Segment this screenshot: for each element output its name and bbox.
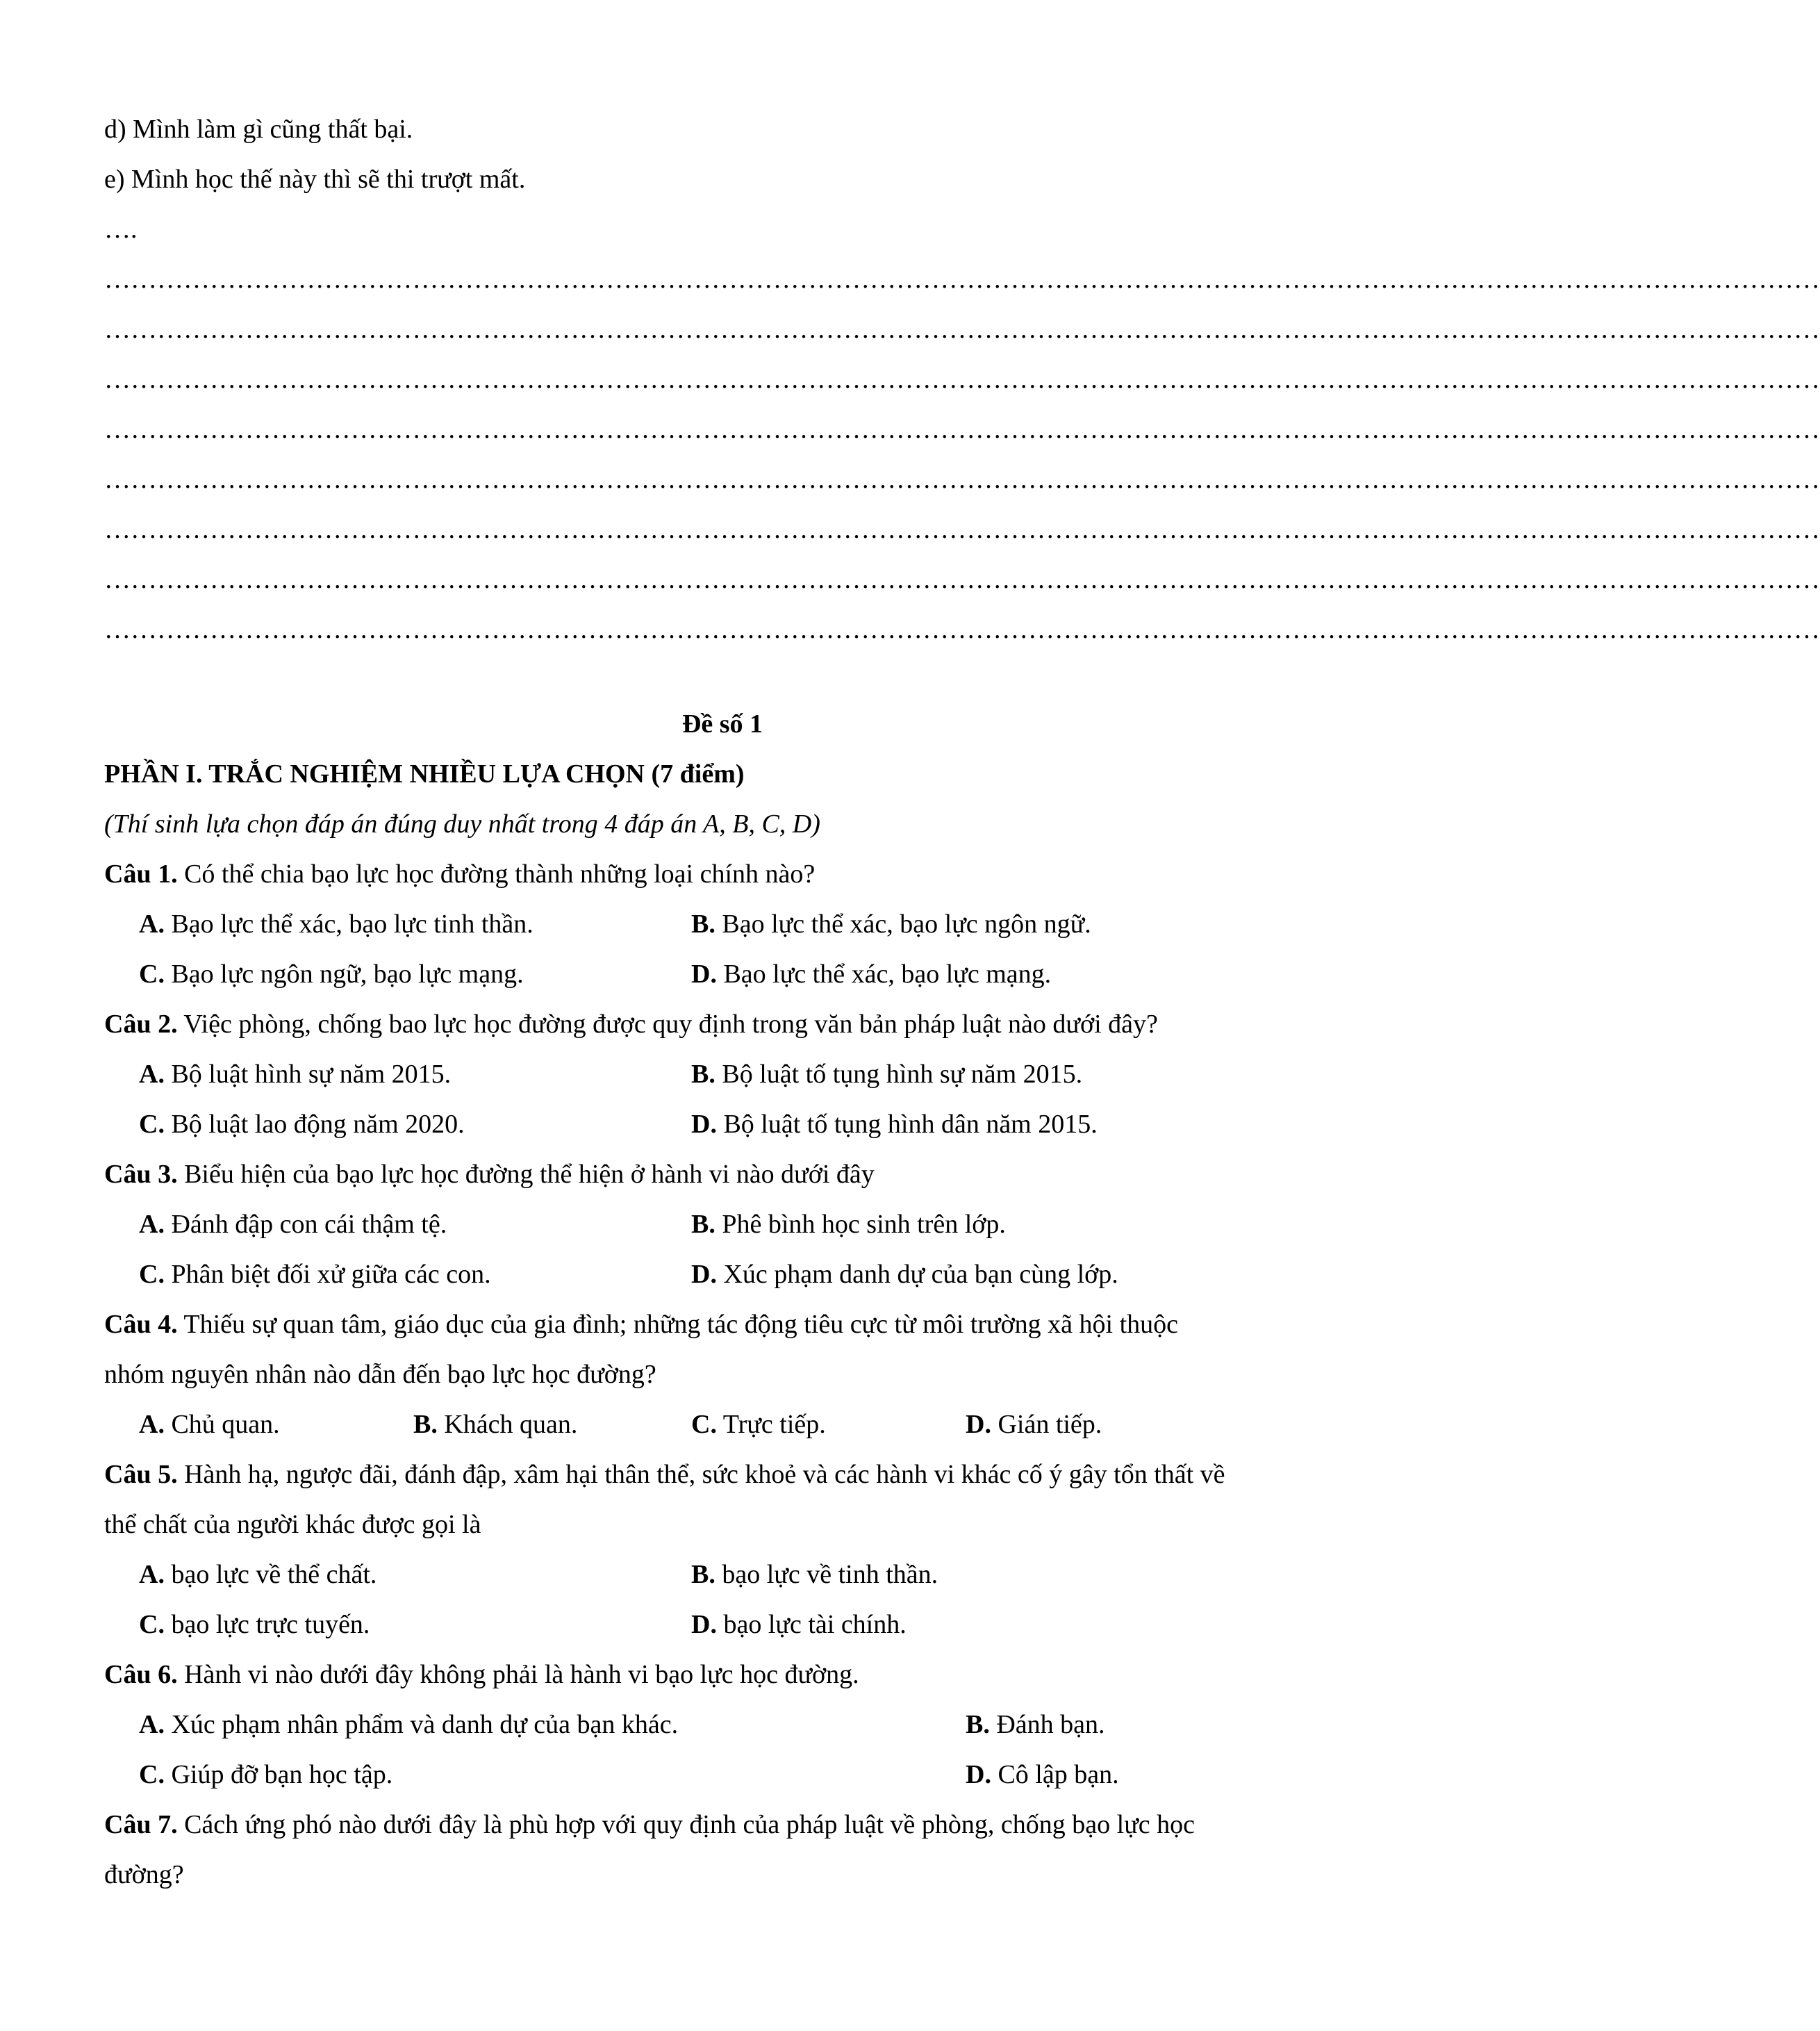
option-letter: B. [966, 1710, 990, 1739]
option-letter: B. [691, 1210, 715, 1239]
dotted-answer-line: …………………………………………………………………………………………………………………………………………………………………………… [104, 465, 1820, 494]
option-letter: A. [139, 1560, 165, 1589]
option-b[interactable] [966, 1700, 1105, 1750]
option-text: Phê bình học sinh trên lớp. [715, 1210, 1006, 1239]
question-text: Việc phòng, chống bao lực học đường được quy định trong văn bản pháp luật nào dưới đây? [177, 1010, 1158, 1039]
question-5 [104, 1449, 1341, 1499]
option-letter: A. [139, 1060, 165, 1089]
option-text: bạo lực về thể chất. [164, 1560, 377, 1589]
option-text: Gián tiếp. [991, 1410, 1102, 1439]
document-page [104, 104, 1820, 1900]
options-row [104, 1600, 1341, 1650]
option-letter: D. [691, 1260, 717, 1289]
option-text: bạo lực về tinh thần. [715, 1560, 938, 1589]
options-row [104, 1249, 1341, 1299]
option-letter: D. [966, 1410, 991, 1439]
options-row [104, 1099, 1341, 1149]
exam-title: Đề số 1 [681, 709, 763, 739]
question-label: Câu 6. [104, 1660, 178, 1689]
option-a[interactable] [139, 1399, 280, 1449]
dotted-answer-line: …………………………………………………………………………………………………………………………………………………………………………… [104, 365, 1820, 394]
dotted-answer-line: …………………………………………………………………………………………………………………………………………………………………………… [104, 515, 1820, 544]
option-d[interactable] [966, 1750, 1119, 1800]
option-c[interactable] [691, 1399, 826, 1449]
option-c[interactable] [139, 1750, 392, 1800]
option-letter: B. [691, 1060, 715, 1089]
option-b[interactable] [691, 899, 1091, 949]
section-instruction: (Thí sinh lựa chọn đáp án đúng duy nhất trong 4 đáp án A, B, C, D) [104, 809, 820, 839]
question-text-continued: đường? [104, 1860, 184, 1889]
question-text: Hành vi nào dưới đây không phải là hành vi bạo lực học đường. [177, 1660, 859, 1689]
option-text: Bộ luật tố tụng hình dân năm 2015. [716, 1110, 1098, 1139]
option-c[interactable] [139, 1249, 491, 1299]
option-d[interactable] [691, 1249, 1118, 1299]
question-text-continued: nhóm nguyên nhân nào dẫn đến bạo lực học đường? [104, 1360, 656, 1389]
option-letter: D. [691, 960, 717, 989]
question-3 [104, 1149, 1341, 1199]
question-label: Câu 2. [104, 1010, 178, 1039]
dotted-answer-line: …………………………………………………………………………………………………………………………………………………………………………… [104, 415, 1820, 444]
option-letter: C. [139, 1760, 165, 1789]
option-b[interactable] [413, 1399, 577, 1449]
option-a[interactable] [139, 1049, 451, 1099]
option-letter: C. [139, 1260, 165, 1289]
options-row [104, 949, 1341, 999]
option-letter: B. [413, 1410, 438, 1439]
option-text: Chủ quan. [164, 1410, 280, 1439]
options-row [104, 1049, 1341, 1099]
option-letter: B. [691, 1560, 715, 1589]
question-6 [104, 1650, 1341, 1700]
option-letter: B. [691, 910, 715, 939]
option-d[interactable] [966, 1399, 1102, 1449]
option-text: Bạo lực thể xác, bạo lực mạng. [716, 960, 1052, 989]
question-text: Có thể chia bạo lực học đường thành những loại chính nào? [177, 860, 816, 889]
option-letter: A. [139, 910, 165, 939]
option-d[interactable] [691, 1099, 1098, 1149]
option-letter: A. [139, 1710, 165, 1739]
option-text: Bạo lực thể xác, bạo lực ngôn ngữ. [715, 910, 1091, 939]
question-4 [104, 1299, 1341, 1349]
option-b[interactable] [691, 1049, 1082, 1099]
option-d[interactable] [691, 1600, 907, 1650]
ellipsis-line: …. [104, 215, 138, 244]
option-b[interactable] [691, 1199, 1006, 1249]
options-row [104, 1199, 1341, 1249]
option-text: Giúp đỡ bạn học tập. [164, 1760, 393, 1789]
option-text: Bạo lực ngôn ngữ, bạo lực mạng. [164, 960, 524, 989]
options-row [104, 1549, 1341, 1600]
option-letter: C. [139, 960, 165, 989]
option-text: Cô lập bạn. [991, 1760, 1119, 1789]
option-d[interactable] [691, 949, 1051, 999]
options-row [104, 899, 1341, 949]
option-text: Bộ luật hình sự năm 2015. [164, 1060, 452, 1089]
option-text: Bộ luật lao động năm 2020. [164, 1110, 465, 1139]
option-letter: D. [691, 1610, 717, 1639]
answer-line-e: e) Mình học thế này thì sẽ thi trượt mất. [104, 165, 526, 194]
option-letter: D. [691, 1110, 717, 1139]
option-letter: A. [139, 1410, 165, 1439]
question-text: Thiếu sự quan tâm, giáo dục của gia đình; những tác động tiêu cực từ môi trường xã hội thuộc [177, 1310, 1179, 1339]
option-a[interactable] [139, 1549, 377, 1600]
option-text: Bạo lực thể xác, bạo lực tinh thần. [164, 910, 533, 939]
dotted-answer-line: …………………………………………………………………………………………………………………………………………………………………………… [104, 265, 1820, 294]
spacer [104, 655, 1341, 699]
option-c[interactable] [139, 1600, 370, 1650]
dotted-answer-line: …………………………………………………………………………………………………………………………………………………………………………… [104, 615, 1820, 644]
option-letter: C. [139, 1110, 165, 1139]
question-label: Câu 4. [104, 1310, 178, 1339]
question-7 [104, 1800, 1341, 1850]
question-label: Câu 3. [104, 1160, 178, 1189]
option-text: Bộ luật tố tụng hình sự năm 2015. [715, 1060, 1083, 1089]
dotted-answer-line: …………………………………………………………………………………………………………………………………………………………………………… [104, 315, 1820, 344]
option-letter: C. [139, 1610, 165, 1639]
option-letter: C. [691, 1410, 717, 1439]
question-text: Cách ứng phó nào dưới đây là phù hợp với quy định của pháp luật về phòng, chống bạo lực học [177, 1810, 1196, 1839]
option-b[interactable] [691, 1549, 938, 1600]
answer-line-d: d) Mình làm gì cũng thất bại. [104, 115, 413, 144]
option-text: bạo lực tài chính. [716, 1610, 907, 1639]
question-label: Câu 7. [104, 1810, 178, 1839]
option-text: bạo lực trực tuyến. [164, 1610, 370, 1639]
option-c[interactable] [139, 949, 524, 999]
option-text: Đánh đập con cái thậm tệ. [164, 1210, 447, 1239]
option-letter: D. [966, 1760, 991, 1789]
options-row [104, 1750, 1341, 1800]
options-row [104, 1700, 1341, 1750]
option-c[interactable] [139, 1099, 465, 1149]
question-label: Câu 1. [104, 860, 178, 889]
question-1 [104, 849, 1341, 899]
option-text: Khách quan. [437, 1410, 578, 1439]
question-text-continued: thể chất của người khác được gọi là [104, 1510, 481, 1539]
section-heading: PHẦN I. TRẮC NGHIỆM NHIỀU LỰA CHỌN (7 điểm) [104, 759, 745, 789]
dotted-answer-line: …………………………………………………………………………………………………………………………………………………………………………… [104, 565, 1820, 594]
option-text: Đánh bạn. [989, 1710, 1105, 1739]
option-text: Xúc phạm danh dự của bạn cùng lớp. [716, 1260, 1118, 1289]
question-2 [104, 999, 1341, 1049]
option-a[interactable] [139, 1700, 678, 1750]
question-label: Câu 5. [104, 1460, 178, 1489]
option-a[interactable] [139, 899, 533, 949]
question-text: Hành hạ, ngược đãi, đánh đập, xâm hại thân thể, sức khoẻ và các hành vi khác cố ý gây tổn thất về [177, 1460, 1225, 1489]
option-a[interactable] [139, 1199, 447, 1249]
option-text: Xúc phạm nhân phẩm và danh dự của bạn khác. [164, 1710, 679, 1739]
option-letter: A. [139, 1210, 165, 1239]
option-text: Trực tiếp. [716, 1410, 826, 1439]
option-text: Phân biệt đối xử giữa các con. [164, 1260, 491, 1289]
options-row [104, 1399, 1341, 1449]
question-text: Biểu hiện của bạo lực học đường thể hiện ở hành vi nào dưới đây [177, 1160, 875, 1189]
